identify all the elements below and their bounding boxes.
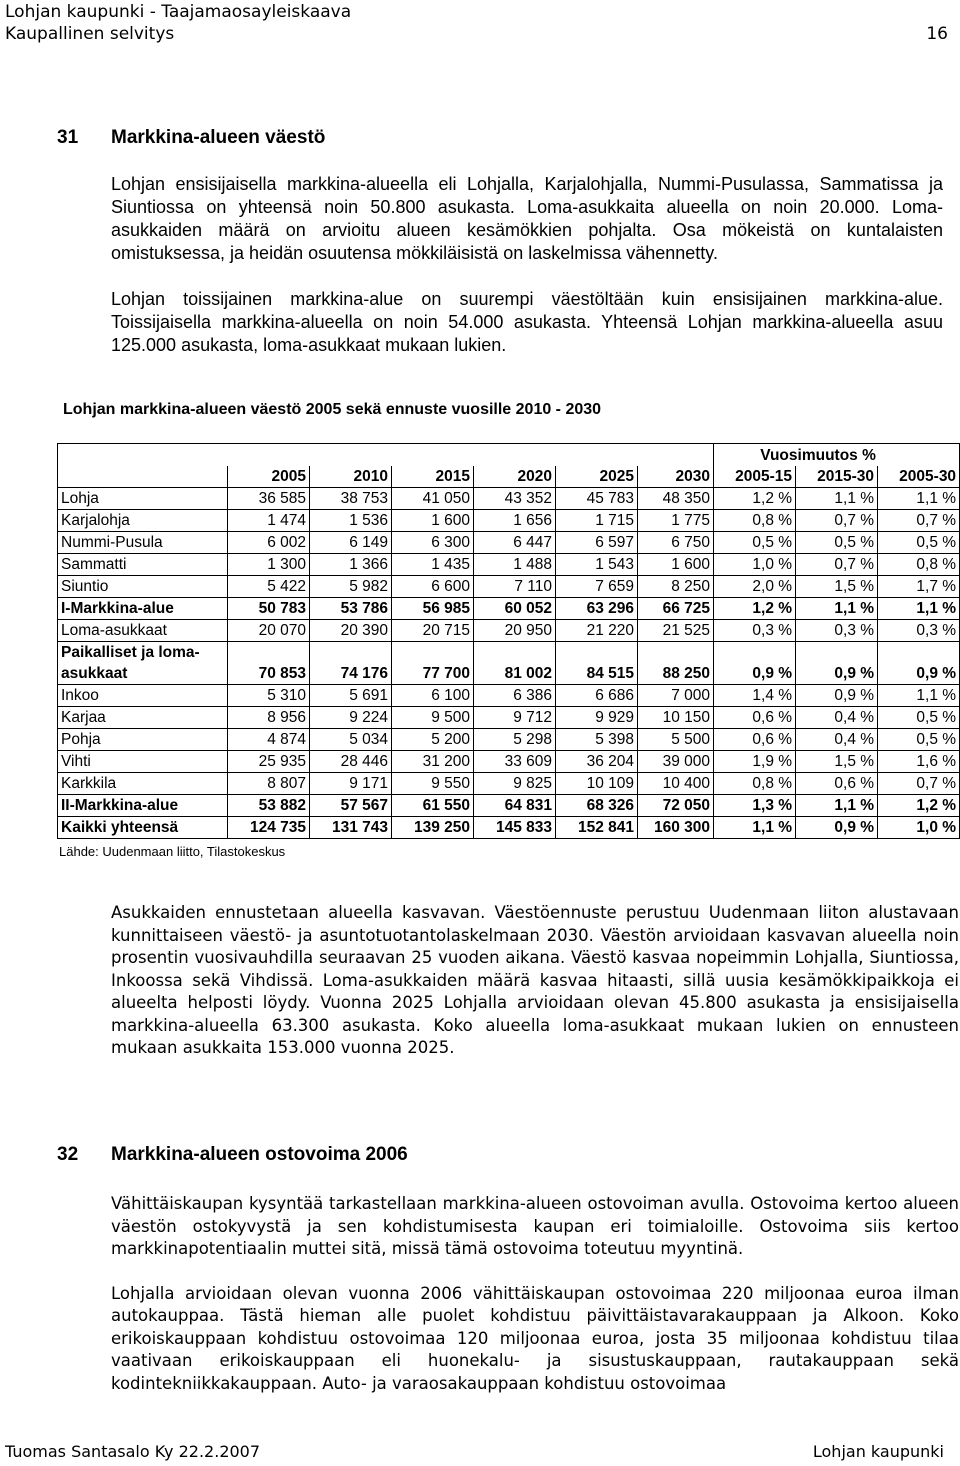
population-table bbox=[57, 443, 960, 839]
section-31-number: 31 bbox=[57, 127, 79, 148]
table-cell: 10 400 bbox=[638, 773, 714, 795]
row-label: II-Markkina-alue bbox=[58, 795, 228, 817]
table-cell: 1,7 % bbox=[878, 576, 960, 598]
table-cell: 0,7 % bbox=[878, 510, 960, 532]
table-row bbox=[58, 817, 960, 839]
table-cell: 0,4 % bbox=[796, 729, 878, 751]
table-row bbox=[58, 751, 960, 773]
table-cell: 50 783 bbox=[228, 598, 310, 620]
table-cell: 1 366 bbox=[310, 554, 392, 576]
table-cell: 9 550 bbox=[392, 773, 474, 795]
table-cell: 0,6 % bbox=[796, 773, 878, 795]
row-label: Paikalliset ja loma-asukkaat bbox=[58, 642, 228, 685]
table-cell: 1,1 % bbox=[878, 488, 960, 510]
table-row bbox=[58, 488, 960, 510]
table-cell: 6 447 bbox=[474, 532, 556, 554]
table-cell: 1,3 % bbox=[714, 795, 796, 817]
table-row bbox=[58, 620, 960, 642]
table-body bbox=[58, 488, 960, 839]
table-cell: 1 536 bbox=[310, 510, 392, 532]
table-cell: 9 712 bbox=[474, 707, 556, 729]
table-cell: 10 150 bbox=[638, 707, 714, 729]
table-cell: 0,5 % bbox=[878, 729, 960, 751]
table-cell: 31 200 bbox=[392, 751, 474, 773]
column-header-2020: 2020 bbox=[474, 466, 556, 488]
table-cell: 63 296 bbox=[556, 598, 638, 620]
table-row bbox=[58, 510, 960, 532]
table-cell: 72 050 bbox=[638, 795, 714, 817]
table-cell: 1,0 % bbox=[714, 554, 796, 576]
table-cell: 5 398 bbox=[556, 729, 638, 751]
table-cell: 9 224 bbox=[310, 707, 392, 729]
table-cell: 38 753 bbox=[310, 488, 392, 510]
table-cell: 0,9 % bbox=[714, 642, 796, 685]
table-cell: 1 474 bbox=[228, 510, 310, 532]
table-cell: 0,9 % bbox=[796, 685, 878, 707]
table-cell: 145 833 bbox=[474, 817, 556, 839]
row-label: Pohja bbox=[58, 729, 228, 751]
row-label: Loma-asukkaat bbox=[58, 620, 228, 642]
section-32-paragraph-1: Vähittäiskaupan kysyntää tarkastellaan markkina-alueen ostovoiman avulla. Ostovoima kertoo alueen väestön ostokyvystä ja sen kohdistumisesta kaupan eri toimialoille. Ostovoima siis kertoo markkinapotentiaalin muttei sitä, missä tämä ostovoima toteutuu myyntinä. bbox=[111, 1194, 959, 1258]
table-cell: 0,8 % bbox=[878, 554, 960, 576]
table-cell: 1,1 % bbox=[796, 795, 878, 817]
row-label: I-Markkina-alue bbox=[58, 598, 228, 620]
row-label: Siuntio bbox=[58, 576, 228, 598]
table-cell: 57 567 bbox=[310, 795, 392, 817]
table-cell: 8 250 bbox=[638, 576, 714, 598]
row-label: Karjaa bbox=[58, 707, 228, 729]
table-cell: 28 446 bbox=[310, 751, 392, 773]
table-cell: 1,1 % bbox=[878, 685, 960, 707]
table-cell: 1,0 % bbox=[878, 817, 960, 839]
table-cell: 7 110 bbox=[474, 576, 556, 598]
table-cell: 0,7 % bbox=[796, 554, 878, 576]
table-cell: 7 659 bbox=[556, 576, 638, 598]
table-cell: 6 149 bbox=[310, 532, 392, 554]
section-31-paragraph-2: Lohjan toissijainen markkina-alue on suurempi väestöltään kuin ensisijainen markkina-alue. Toissijaisella markkina-alueella on noin 54.000 asukasta. Yhteensä Lohjan markkina-alueella asuu 125.000 asukasta, loma-asukkaat mukaan lukien. bbox=[111, 289, 943, 355]
table-cell: 39 000 bbox=[638, 751, 714, 773]
table-cell: 8 956 bbox=[228, 707, 310, 729]
table-cell: 5 200 bbox=[392, 729, 474, 751]
column-header-2030: 2030 bbox=[638, 466, 714, 488]
table-cell: 0,3 % bbox=[796, 620, 878, 642]
section-32-number: 32 bbox=[57, 1144, 79, 1165]
table-cell: 124 735 bbox=[228, 817, 310, 839]
table-cell: 0,3 % bbox=[714, 620, 796, 642]
section-32-paragraph-2: Lohjalla arvioidaan olevan vuonna 2006 vähittäiskaupan ostovoimaa 220 miljoonaa euroa ilman autokauppaa. Tästä hieman alle puolet kohdistuu päivittäistavarakauppaan ja Alkoon. Koko erikoiskauppaan kohdistuu ostovoimaa 120 miljoonaa euroa, josta 35 miljoonaa kohdistuu tilaa vaativaan erikoiskauppaan eli huonekalu- ja sisustuskauppaan, rautakauppaan sekä kodintekniikkakauppaan. Auto- ja varaosakauppaan kohdistuu ostovoimaa bbox=[111, 1283, 959, 1393]
table-cell: 36 585 bbox=[228, 488, 310, 510]
table-cell: 10 109 bbox=[556, 773, 638, 795]
table-cell: 0,7 % bbox=[878, 773, 960, 795]
table-cell: 1,1 % bbox=[714, 817, 796, 839]
table-cell: 61 550 bbox=[392, 795, 474, 817]
document-subtitle: Kaupallinen selvitys bbox=[5, 24, 175, 44]
table-cell: 0,6 % bbox=[714, 729, 796, 751]
table-row bbox=[58, 532, 960, 554]
table-cell: 1 435 bbox=[392, 554, 474, 576]
forecast-paragraph bbox=[111, 902, 959, 1060]
table-cell: 1,1 % bbox=[796, 488, 878, 510]
footer-organization: Lohjan kaupunki bbox=[812, 1442, 944, 1461]
row-label: Karjalohja bbox=[58, 510, 228, 532]
column-header-2005-30: 2005-30 bbox=[878, 466, 960, 488]
table-cell: 20 715 bbox=[392, 620, 474, 642]
table-row bbox=[58, 554, 960, 576]
table-cell: 1,1 % bbox=[796, 598, 878, 620]
table-cell: 1,5 % bbox=[796, 751, 878, 773]
table-cell: 48 350 bbox=[638, 488, 714, 510]
table-cell: 0,7 % bbox=[796, 510, 878, 532]
table-cell: 6 597 bbox=[556, 532, 638, 554]
table-cell: 1,4 % bbox=[714, 685, 796, 707]
table-cell: 20 950 bbox=[474, 620, 556, 642]
table-cell: 53 882 bbox=[228, 795, 310, 817]
table-cell: 1 543 bbox=[556, 554, 638, 576]
table-row bbox=[58, 773, 960, 795]
table-cell: 6 600 bbox=[392, 576, 474, 598]
table-cell: 6 300 bbox=[392, 532, 474, 554]
table-cell: 152 841 bbox=[556, 817, 638, 839]
table-cell: 45 783 bbox=[556, 488, 638, 510]
column-header-2025: 2025 bbox=[556, 466, 638, 488]
table-cell: 36 204 bbox=[556, 751, 638, 773]
table-cell: 64 831 bbox=[474, 795, 556, 817]
table-cell: 33 609 bbox=[474, 751, 556, 773]
table-cell: 6 386 bbox=[474, 685, 556, 707]
table-row bbox=[58, 598, 960, 620]
table-cell: 1 600 bbox=[638, 554, 714, 576]
section-32-text bbox=[111, 1193, 959, 1395]
table-row bbox=[58, 685, 960, 707]
table-cell: 6 750 bbox=[638, 532, 714, 554]
column-header-2005: 2005 bbox=[228, 466, 310, 488]
table-row bbox=[58, 795, 960, 817]
table-cell: 56 985 bbox=[392, 598, 474, 620]
table-cell: 9 929 bbox=[556, 707, 638, 729]
table-cell: 21 220 bbox=[556, 620, 638, 642]
table-cell: 6 686 bbox=[556, 685, 638, 707]
table-cell: 0,5 % bbox=[796, 532, 878, 554]
table-cell: 0,8 % bbox=[714, 773, 796, 795]
table-cell: 74 176 bbox=[310, 642, 392, 685]
row-label: Karkkila bbox=[58, 773, 228, 795]
row-label: Inkoo bbox=[58, 685, 228, 707]
table-cell: 5 422 bbox=[228, 576, 310, 598]
table-row bbox=[58, 576, 960, 598]
column-header-2010: 2010 bbox=[310, 466, 392, 488]
table-cell: 1,9 % bbox=[714, 751, 796, 773]
table-cell: 0,9 % bbox=[796, 817, 878, 839]
table-cell: 0,5 % bbox=[714, 532, 796, 554]
table-cell: 160 300 bbox=[638, 817, 714, 839]
section-31-text bbox=[111, 173, 943, 357]
table-cell: 5 034 bbox=[310, 729, 392, 751]
table-cell: 43 352 bbox=[474, 488, 556, 510]
table-source: Lähde: Uudenmaan liitto, Tilastokeskus bbox=[59, 844, 286, 859]
table-cell: 5 691 bbox=[310, 685, 392, 707]
table-cell: 131 743 bbox=[310, 817, 392, 839]
table-cell: 0,8 % bbox=[714, 510, 796, 532]
table-cell: 1 715 bbox=[556, 510, 638, 532]
table-cell: 1,2 % bbox=[878, 795, 960, 817]
table-cell: 0,4 % bbox=[796, 707, 878, 729]
table-row bbox=[58, 707, 960, 729]
table-header-row-group bbox=[58, 444, 960, 467]
table-cell: 0,6 % bbox=[714, 707, 796, 729]
table-cell: 9 825 bbox=[474, 773, 556, 795]
table-cell: 1,6 % bbox=[878, 751, 960, 773]
row-label: Lohja bbox=[58, 488, 228, 510]
table-cell: 139 250 bbox=[392, 817, 474, 839]
table-cell: 77 700 bbox=[392, 642, 474, 685]
table-cell: 20 390 bbox=[310, 620, 392, 642]
row-label: Kaikki yhteensä bbox=[58, 817, 228, 839]
table-cell: 84 515 bbox=[556, 642, 638, 685]
table-cell: 1 488 bbox=[474, 554, 556, 576]
table-cell: 1 300 bbox=[228, 554, 310, 576]
table-cell: 5 500 bbox=[638, 729, 714, 751]
table-cell: 20 070 bbox=[228, 620, 310, 642]
table-cell: 7 000 bbox=[638, 685, 714, 707]
table-cell: 1,2 % bbox=[714, 598, 796, 620]
header-years-blank bbox=[228, 444, 714, 467]
page-number: 16 bbox=[926, 24, 948, 44]
table-cell: 1 656 bbox=[474, 510, 556, 532]
table-cell: 9 500 bbox=[392, 707, 474, 729]
row-label: Vihti bbox=[58, 751, 228, 773]
table-cell: 5 982 bbox=[310, 576, 392, 598]
row-label: Nummi-Pusula bbox=[58, 532, 228, 554]
header-change-group: Vuosimuutos % bbox=[714, 444, 960, 467]
table-cell: 21 525 bbox=[638, 620, 714, 642]
table-cell: 0,3 % bbox=[878, 620, 960, 642]
table-cell: 5 310 bbox=[228, 685, 310, 707]
table-cell: 53 786 bbox=[310, 598, 392, 620]
table-cell: 1 775 bbox=[638, 510, 714, 532]
table-cell: 0,5 % bbox=[878, 532, 960, 554]
column-header-2015: 2015 bbox=[392, 466, 474, 488]
table-cell: 8 807 bbox=[228, 773, 310, 795]
table-cell: 2,0 % bbox=[714, 576, 796, 598]
column-header-2005-15: 2005-15 bbox=[714, 466, 796, 488]
header-empty bbox=[58, 444, 228, 488]
table-cell: 6 002 bbox=[228, 532, 310, 554]
table-cell: 88 250 bbox=[638, 642, 714, 685]
section-31-paragraph-1: Lohjan ensisijaisella markkina-alueella eli Lohjalla, Karjalohjalla, Nummi-Pusulassa, Sammatissa ja Siuntiossa on yhteensä noin 50.800 asukasta. Loma-asukkaita alueella on noin 20.000. Loma-asukkaiden määrä on arvioitu alueen kesämökkien pohjalta. Osa mökeistä on kuntalaisten omistuksessa, ja heidän osuutensa mökkiläisistä on laskelmissa vähennetty. bbox=[111, 174, 943, 263]
table-cell: 81 002 bbox=[474, 642, 556, 685]
table-cell: 66 725 bbox=[638, 598, 714, 620]
footer-author-date: Tuomas Santasalo Ky 22.2.2007 bbox=[5, 1442, 261, 1461]
table-cell: 1,1 % bbox=[878, 598, 960, 620]
table-cell: 68 326 bbox=[556, 795, 638, 817]
section-31-heading: Markkina-alueen väestö bbox=[111, 127, 326, 148]
table-cell: 70 853 bbox=[228, 642, 310, 685]
table-cell: 1 600 bbox=[392, 510, 474, 532]
column-header-2015-30: 2015-30 bbox=[796, 466, 878, 488]
table-cell: 6 100 bbox=[392, 685, 474, 707]
table-title: Lohjan markkina-alueen väestö 2005 sekä ennuste vuosille 2010 - 2030 bbox=[63, 401, 602, 418]
table-cell: 1,5 % bbox=[796, 576, 878, 598]
table-cell: 0,9 % bbox=[796, 642, 878, 685]
section-32-heading: Markkina-alueen ostovoima 2006 bbox=[111, 1144, 408, 1165]
table-cell: 60 052 bbox=[474, 598, 556, 620]
document-title: Lohjan kaupunki - Taajamaosayleiskaava bbox=[5, 2, 352, 22]
forecast-paragraph-text: Asukkaiden ennustetaan alueella kasvavan. Väestöennuste perustuu Uudenmaan liiton alustavaan kunnittaiseen väestö- ja asuntotuotantolaskelmaan 2030. Väestön arvioidaan kasvavan alueella noin prosentin vuosivauhdilla seuraavan 25 vuoden aikana. Väestö kasvaa nopeimmin Lohjalla, Siuntiossa, Inkoossa sekä Vihdissä. Loma-asukkaiden määrä kasvaa hitaasti, sillä uusia kesämökkipaikkoja ei alueelta helposti löydy. Vuonna 2025 Lohjalla arvioidaan olevan 45.800 asukasta ja ensisijaisella markkina-alueella 63.300 asukasta. Koko alueella loma-asukkaat mukaan lukien on ennusteen mukaan asukkaita 153.000 vuonna 2025. bbox=[111, 903, 959, 1057]
table-cell: 1,2 % bbox=[714, 488, 796, 510]
table-cell: 9 171 bbox=[310, 773, 392, 795]
table-cell: 41 050 bbox=[392, 488, 474, 510]
table-row bbox=[58, 729, 960, 751]
table-cell: 25 935 bbox=[228, 751, 310, 773]
table-cell: 0,9 % bbox=[878, 642, 960, 685]
table-cell: 5 298 bbox=[474, 729, 556, 751]
table-cell: 0,5 % bbox=[878, 707, 960, 729]
table-cell: 4 874 bbox=[228, 729, 310, 751]
table-row bbox=[58, 642, 960, 685]
row-label: Sammatti bbox=[58, 554, 228, 576]
